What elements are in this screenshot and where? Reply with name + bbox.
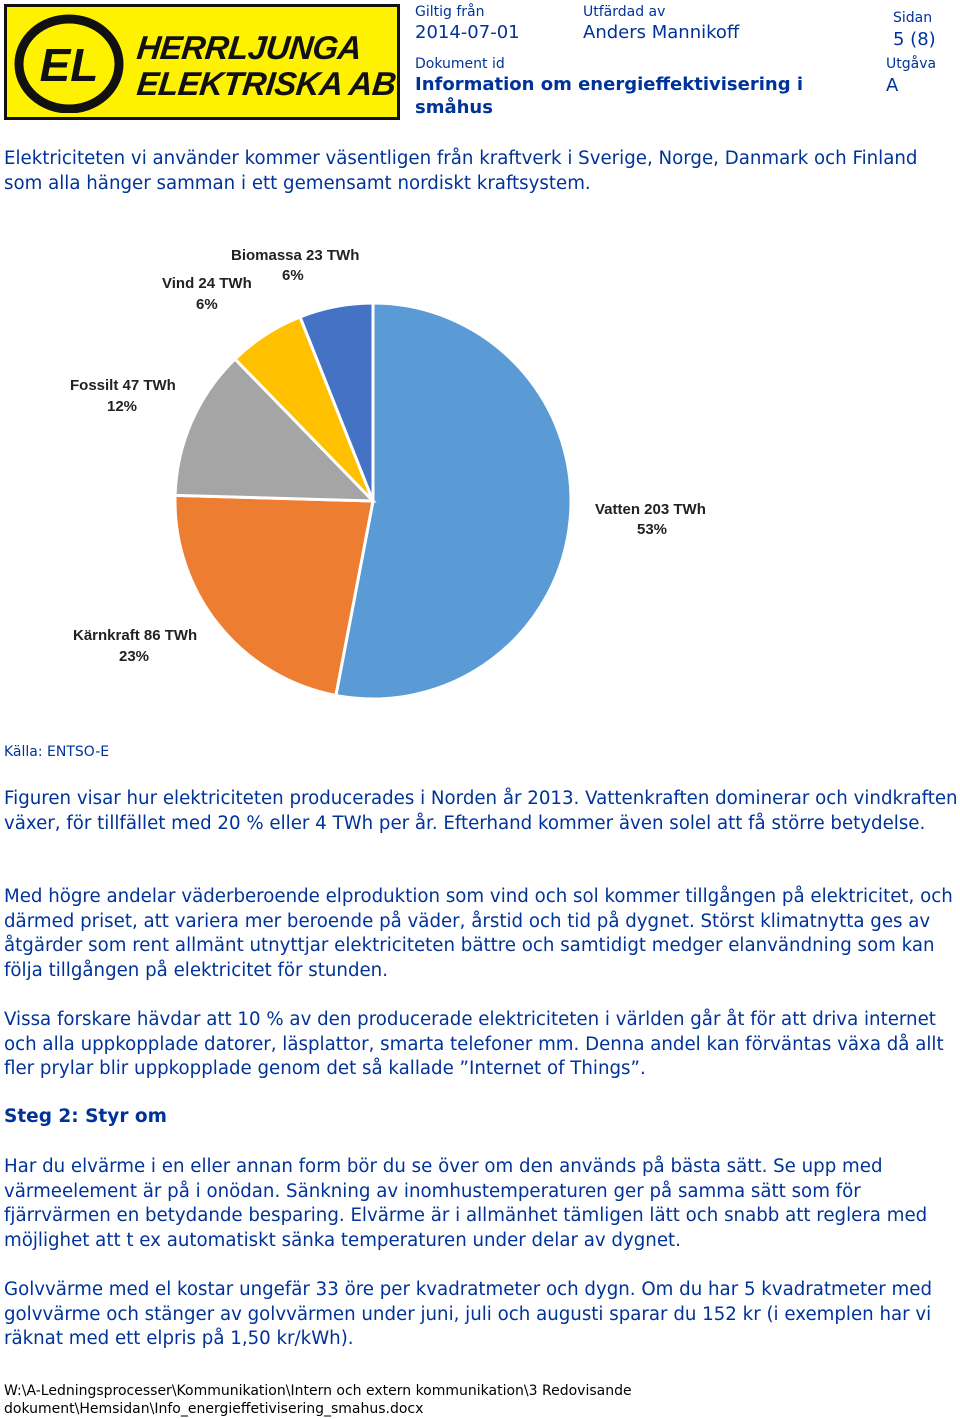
label-vind: Vind 24 TWh (162, 275, 252, 292)
paragraph-figure-description: Figuren visar hur elektriciteten producerades i Norden år 2013. Vattenkraften dominerar och vindkraften växer, för tillfället med 20 % eller 4 TWh per år. Efterhand kommer även solel att få större betydelse. (4, 788, 958, 834)
page-label: Sidan (893, 10, 933, 26)
edition-value: A (886, 75, 899, 96)
energy-pie-chart (0, 235, 960, 755)
pct-biomassa: 6% (282, 267, 304, 284)
pct-fossilt: 12% (107, 398, 138, 415)
label-fossilt: Fossilt 47 TWh (70, 377, 176, 394)
section-heading-step2: Steg 2: Styr om (4, 1106, 167, 1127)
company-logo (4, 4, 400, 120)
page-number: 5 (8) (893, 29, 936, 50)
doc-title: Information om energieffektivisering i småhus (415, 74, 804, 118)
label-karnkraft: Kärnkraft 86 TWh (73, 627, 198, 644)
label-vatten: Vatten 203 TWh (595, 501, 706, 518)
edition-label: Utgåva (886, 56, 937, 72)
footer-file-path: W:\A-Ledningsprocesser\Kommunikation\Intern och extern kommunikation\3 Redovisande dokument\Hemsidan\Info_energieffetivisering_smahus.docx (4, 1383, 632, 1417)
logo-emblem (13, 13, 129, 113)
issued-by-value: Anders Mannikoff (583, 22, 740, 43)
paragraph-weather-dependent: Med högre andelar väderberoende elproduktion som vind och sol kommer tillgången på elektricitet, och därmed priset, att variera mer beroende på väder, årstid och tid på dygnet. Störst klimatnytta ges av åtgärder som rent allmänt utnyttjar elektriciteten bättre och samtidigt medger elanvändning som kan följa tillgången på elektricitet för stunden. (4, 886, 953, 981)
pie-slices (175, 303, 571, 699)
valid-from-value: 2014-07-01 (415, 22, 520, 43)
paragraph-internet-usage: Vissa forskare hävdar att 10 % av den producerade elektriciteten i världen går åt för att driva internet och alla uppkopplade datorer, läsplattor, smarta telefoner mm. Denna andel kan förväntas växa då allt fler prylar blir uppkopplade genom det så kallade ”Internet of Things”. (4, 1009, 944, 1079)
valid-from-label: Giltig från (415, 4, 485, 20)
chart-source: Källa: ENTSO-E (4, 744, 110, 760)
paragraph-floor-heating: Golvvärme med el kostar ungefär 33 öre per kvadratmeter och dygn. Om du har 5 kvadratmeter med golvvärme och stänger av golvvärmen under juni, juli och augusti sparar du 152 kr (i exemplen har vi räknat med ett elpris på 1,50 kr/kWh). (4, 1279, 932, 1349)
intro-paragraph: Elektriciteten vi använder kommer väsentligen från kraftverk i Sverige, Norge, Danmark och Finland som alla hänger samman i ett gemensamt nordiskt kraftsystem. (4, 148, 918, 194)
logo-name-line2: ELEKTRISKA AB (135, 65, 398, 102)
pct-vatten: 53% (637, 521, 668, 538)
logo-name-line1: HERRLJUNGA (135, 29, 364, 66)
label-biomassa: Biomassa 23 TWh (231, 247, 360, 264)
logo-emblem-text: EL (39, 39, 99, 91)
doc-id-label: Dokument id (415, 56, 505, 72)
paragraph-electric-heating: Har du elvärme i en eller annan form bör du se över om den används på bästa sätt. Se upp med värmeelement är på i onödan. Sänkning av inomhustemperaturen ger på samma sätt som för fjärrvärmen en betydande besparing. Elvärme är i allmänhet tämligen lätt och snabb att reglera med möjlighet att t ex automatiskt sänka temperaturen under delar av dygnet. (4, 1156, 928, 1251)
pct-vind: 6% (196, 296, 218, 313)
pct-karnkraft: 23% (119, 648, 150, 665)
issued-by-label: Utfärdad av (583, 4, 666, 20)
